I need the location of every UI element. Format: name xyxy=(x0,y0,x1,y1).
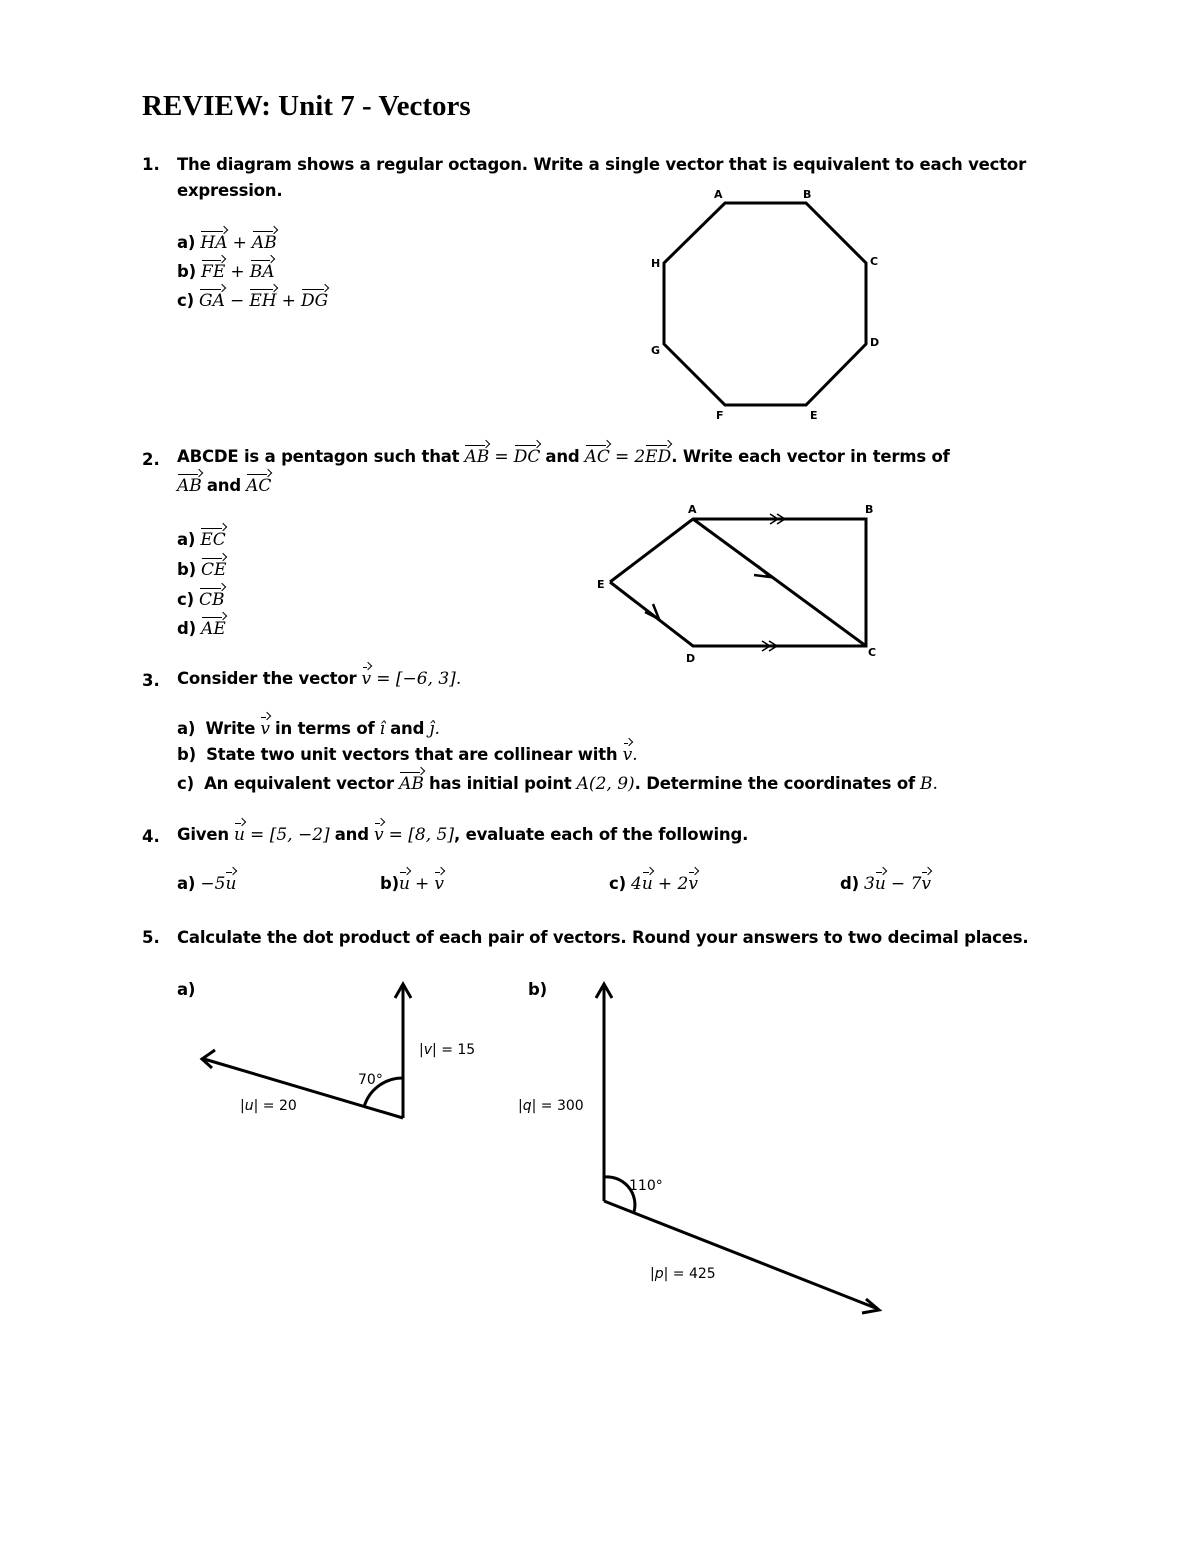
pentagon-shape xyxy=(610,519,866,646)
v-magnitude-label: |v| = 15 xyxy=(419,1042,476,1058)
q3-part-a: a) Write v in terms of î and ĵ. xyxy=(177,719,440,739)
q1-part-b: b) FE + BA xyxy=(177,262,275,282)
q5-part-a-label: a) xyxy=(177,980,196,999)
q2-text-line1: ABCDE is a pentagon such that AB = DC and AC = 2ED. Write each vector in terms of xyxy=(177,447,950,467)
pentagon-label-c: C xyxy=(868,646,877,659)
vector-p xyxy=(604,1201,878,1309)
q5-number: 5. xyxy=(142,928,160,947)
pentagon-label-b: B xyxy=(865,503,874,516)
u-magnitude-label: |u| = 20 xyxy=(240,1098,297,1114)
angle-label-a: 70° xyxy=(358,1072,383,1088)
page-title: REVIEW: Unit 7 - Vectors xyxy=(142,90,471,122)
q-magnitude-label: |q| = 300 xyxy=(518,1098,584,1114)
q5-part-b-label: b) xyxy=(528,980,547,999)
q3-part-b: b) State two unit vectors that are collinear with v. xyxy=(177,745,638,765)
pentagon-diagram xyxy=(597,503,876,665)
octagon-label-b: B xyxy=(803,188,812,201)
octagon-diagram xyxy=(651,188,879,422)
q3-intro: Consider the vector v = [−6, 3]. xyxy=(177,669,462,689)
q4-part-d: d) 3u − 7v xyxy=(840,874,931,894)
q5-text: Calculate the dot product of each pair of vectors. Round your answers to two decimal places. xyxy=(177,928,1029,947)
octagon-label-d: D xyxy=(870,336,880,349)
q1-text-line2: expression. xyxy=(177,181,283,200)
pentagon-label-e: E xyxy=(597,578,605,591)
q3-part-c: c) An equivalent vector AB has initial point A(2, 9). Determine the coordinates of B. xyxy=(177,774,938,794)
q2-text-line2: AB and AC xyxy=(177,476,272,496)
angle-label-b: 110° xyxy=(629,1178,663,1194)
q2-part-b: b) CE xyxy=(177,560,227,580)
octagon-label-e: E xyxy=(810,409,818,422)
q4-text: Given u = [5, −2] and v = [8, 5], evaluate each of the following. xyxy=(177,825,749,845)
vector-u xyxy=(204,1059,403,1118)
q1-part-a: a) HA + AB xyxy=(177,233,277,253)
q3-number: 3. xyxy=(142,671,160,690)
q4-number: 4. xyxy=(142,827,160,846)
octagon-label-a: A xyxy=(714,188,723,201)
pentagon-label-d: D xyxy=(686,652,696,665)
octagon-label-h: H xyxy=(651,257,661,270)
q1-part-c: c) GA − EH + DG xyxy=(177,291,329,311)
q4-part-a: a) −5u xyxy=(177,874,237,894)
pentagon-label-a: A xyxy=(688,503,697,516)
dot-product-diagram-b xyxy=(518,984,879,1313)
octagon-label-g: G xyxy=(651,344,661,357)
diagonal-ac xyxy=(693,519,866,646)
q1-text-line1: The diagram shows a regular octagon. Write a single vector that is equivalent to each vector xyxy=(177,155,1027,174)
q4-part-b: b)u + v xyxy=(380,874,444,894)
q2-part-c: c) CB xyxy=(177,590,225,610)
q2-part-a: a) EC xyxy=(177,530,226,550)
q2-number: 2. xyxy=(142,450,160,469)
octagon-label-c: C xyxy=(870,255,879,268)
dot-product-diagram-a xyxy=(202,984,475,1118)
q4-part-c: c) 4u + 2v xyxy=(609,874,698,894)
q1-number: 1. xyxy=(142,155,160,174)
octagon-label-f: F xyxy=(716,409,724,422)
p-magnitude-label: |p| = 425 xyxy=(650,1266,716,1282)
q2-part-d: d) AE xyxy=(177,619,226,639)
octagon-shape xyxy=(664,203,866,405)
